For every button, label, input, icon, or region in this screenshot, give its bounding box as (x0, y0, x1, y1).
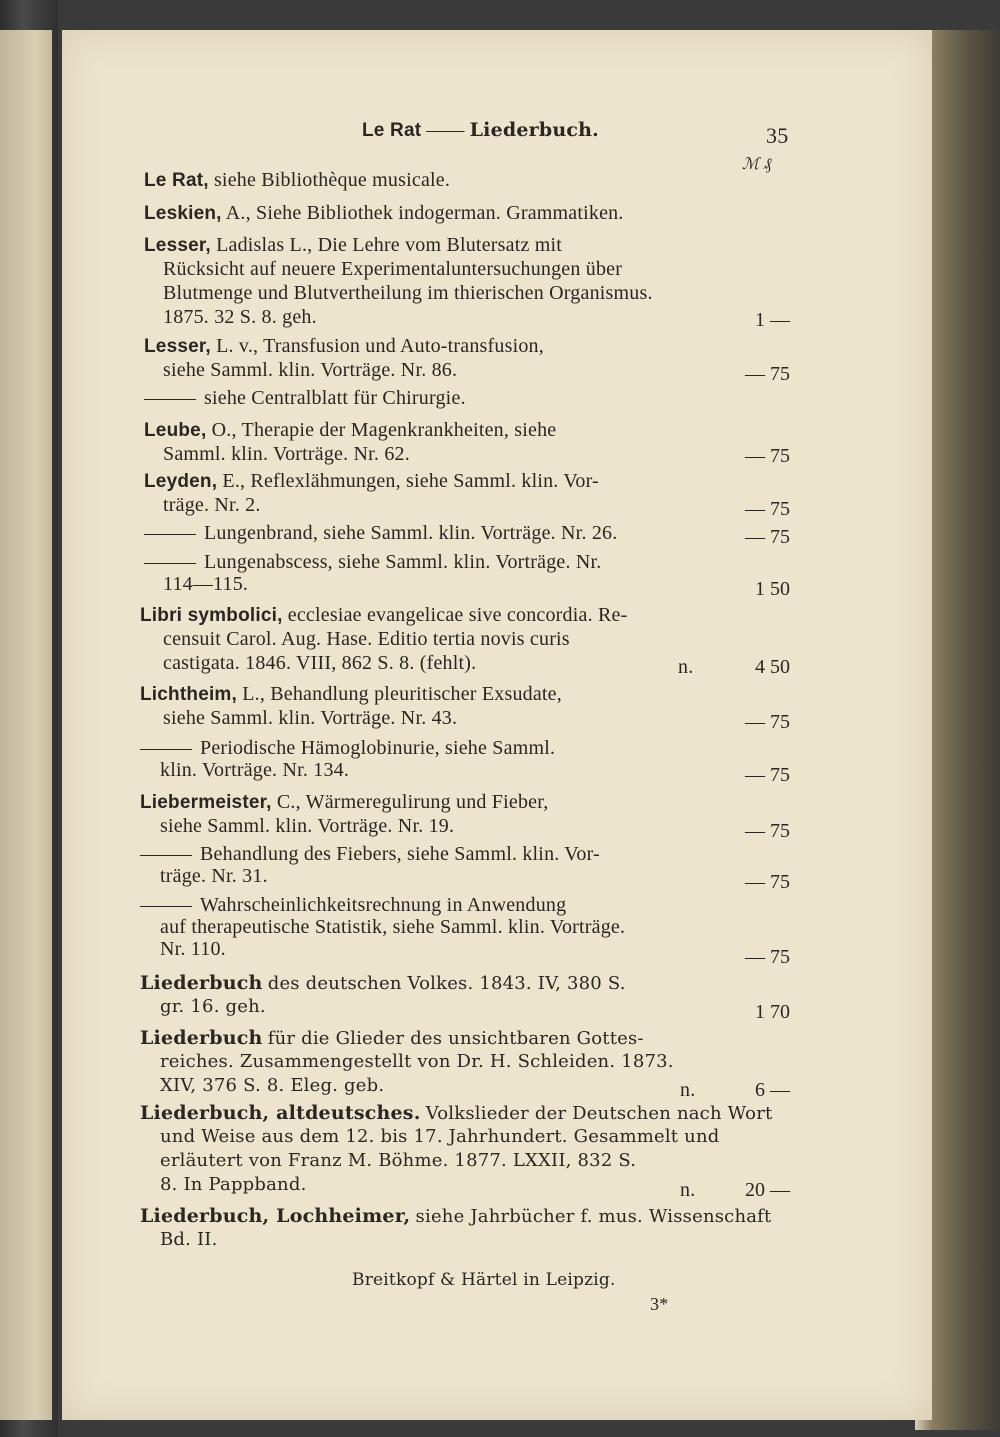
entry-name: Liederbuch, Lochheimer, (140, 1205, 411, 1227)
entry-price: — 75 (745, 764, 790, 786)
entry-name: Lichtheim, (140, 684, 238, 705)
ditto-dash (140, 749, 192, 750)
entry-text-cont: träge. Nr. 31. (160, 865, 268, 887)
entry-price: 1 50 (755, 578, 790, 600)
entry-text: Lungenbrand, siehe Samml. klin. Vorträge. Nr. 26. (204, 522, 618, 544)
entry-price: — 75 (745, 820, 790, 842)
entry-price: — 75 (745, 498, 790, 520)
header-right: Liederbuch. (469, 119, 599, 141)
entry-lesser-ladislas (144, 233, 562, 258)
entry-text-cont: Rücksicht auf neuere Experimentaluntersuchungen über (163, 258, 623, 280)
entry-behandlung-fiebers (140, 842, 600, 866)
entry-text-cont: Nr. 110. (160, 938, 226, 960)
entry-text: O., Therapie der Magenkrankheiten, siehe (211, 419, 557, 441)
entry-text-cont: 8. In Pappband. (160, 1174, 307, 1195)
header-dash: —— (426, 120, 465, 141)
entry-liederbuch-glieder (140, 1026, 644, 1051)
publisher-footer: Breitkopf & Härtel in Leipzig. (352, 1270, 616, 1290)
entry-price: — 75 (745, 445, 790, 467)
running-header (362, 118, 599, 143)
signature-mark: 3* (650, 1294, 669, 1314)
ditto-dash (140, 855, 192, 856)
page-number: 35 (766, 123, 789, 148)
entry-le-rat (144, 168, 450, 193)
entry-wahrscheinlichkeit (140, 893, 566, 917)
entry-text-cont: reiches. Zusammengestellt von Dr. H. Schleiden. 1873. (160, 1051, 674, 1072)
entry-text-cont: träge. Nr. 2. (163, 494, 261, 516)
entry-name: Libri symbolici, (140, 605, 283, 626)
entry-name: Liederbuch (140, 1027, 263, 1049)
entry-text-cont: siehe Samml. klin. Vorträge. Nr. 43. (163, 707, 458, 729)
entry-text-cont: censuit Carol. Aug. Hase. Editio tertia novis curis (163, 628, 570, 650)
entry-text-cont: Blutmenge und Blutvertheilung im thierischen Organismus. (163, 282, 653, 304)
entry-lungenabscess (144, 550, 602, 574)
entry-text: E., Reflexlähmungen, siehe Samml. klin. Vor- (222, 470, 599, 492)
entry-centralblatt (144, 386, 466, 410)
header-left: Le Rat (362, 120, 422, 141)
entry-name: Lesser, (144, 336, 211, 357)
entry-price: 4 50 (755, 656, 790, 678)
entry-text: C., Wärmeregulirung und Fieber, (276, 791, 549, 813)
entry-name: Liebermeister, (140, 792, 272, 813)
entry-price: 1 — (755, 309, 790, 331)
entry-text-cont: siehe Samml. klin. Vorträge. Nr. 19. (160, 815, 455, 837)
entry-name: Leube, (144, 420, 207, 441)
ditto-dash (144, 563, 196, 564)
entry-leyden (144, 469, 599, 494)
ditto-dash (144, 534, 196, 535)
entry-name: Lesser, (144, 235, 211, 256)
entry-text-cont: 114—115. (163, 573, 249, 595)
entry-name: Liederbuch, altdeutsches. (140, 1102, 421, 1124)
ditto-dash (144, 399, 196, 400)
entry-text-cont: erläutert von Franz M. Böhme. 1877. LXXII, 832 S. (160, 1150, 637, 1171)
entry-leube (144, 418, 556, 443)
entry-text-cont: und Weise aus dem 12. bis 17. Jahrhundert. Gesammelt und (160, 1126, 720, 1147)
entry-lichtheim (140, 682, 562, 707)
entry-text: Behandlung des Fiebers, siehe Samml. klin. Vor- (200, 843, 600, 865)
entry-text-cont: klin. Vorträge. Nr. 134. (160, 759, 350, 781)
entry-text-cont: Bd. II. (160, 1229, 218, 1250)
entry-text: für die Glieder des unsichtbaren Gottes- (267, 1028, 644, 1049)
entry-text: A., Siehe Bibliothek indogerman. Grammatiken. (225, 202, 624, 224)
entry-text: Wahrscheinlichkeitsrechnung in Anwendung (200, 894, 567, 916)
entry-name: Leyden, (144, 471, 218, 492)
entry-text: siehe Centralblatt für Chirurgie. (204, 387, 466, 409)
entry-text: L., Behandlung pleuritischer Exsudate, (242, 683, 562, 705)
entry-lesser-lv (144, 334, 544, 359)
entry-haemoglobinurie (140, 736, 555, 760)
entry-price: — 75 (745, 871, 790, 893)
price-prefix: n. (680, 1179, 696, 1201)
entry-price: 6 — (755, 1079, 790, 1101)
entry-text: Periodische Hämoglobinurie, siehe Samml. (200, 737, 556, 759)
entry-text: siehe Jahrbücher f. mus. Wissenschaft (415, 1206, 772, 1227)
entry-name: Le Rat, (144, 170, 209, 191)
entry-name: Leskien, (144, 203, 222, 224)
ditto-dash (140, 906, 192, 907)
entry-lungenbrand (144, 521, 617, 545)
entry-libri-symbolici (140, 603, 627, 628)
entry-text: Lungenabscess, siehe Samml. klin. Vorträge. Nr. (204, 551, 602, 573)
entry-text-cont: XIV, 376 S. 8. Eleg. geb. (160, 1075, 385, 1096)
entry-price: — 75 (745, 711, 790, 733)
entry-price: 1 70 (755, 1001, 790, 1023)
entry-text-cont: Samml. klin. Vorträge. Nr. 62. (163, 443, 410, 465)
entry-text: L. v., Transfusion und Auto-transfusion, (216, 335, 544, 357)
entry-text: siehe Bibliothèque musicale. (213, 169, 451, 191)
entry-text-cont: castigata. 1846. VIII, 862 S. 8. (fehlt). (163, 652, 477, 674)
entry-liederbuch-volkes (140, 971, 626, 996)
entry-text: Ladislas L., Die Lehre vom Blutersatz mit (216, 234, 562, 256)
entry-leskien (144, 201, 624, 226)
entry-name: Liederbuch (140, 972, 263, 994)
price-prefix: n. (680, 1079, 696, 1101)
entry-price: — 75 (745, 946, 790, 968)
entry-liederbuch-lochheimer (140, 1204, 771, 1229)
entry-text-cont: siehe Samml. klin. Vorträge. Nr. 86. (163, 359, 458, 381)
entry-price: — 75 (745, 526, 790, 548)
entry-text-cont: 1875. 32 S. 8. geh. (163, 306, 317, 328)
entry-text: Volkslieder der Deutschen nach Wort (425, 1103, 773, 1124)
price-prefix: n. (678, 656, 694, 678)
entry-price: — 75 (745, 363, 790, 385)
entry-text-cont: auf therapeutische Statistik, siehe Samml. klin. Vorträge. (160, 916, 626, 938)
entry-price: 20 — (745, 1179, 790, 1201)
entry-text: des deutschen Volkes. 1843. IV, 380 S. (267, 973, 626, 994)
entry-text: ecclesiae evangelicae sive concordia. Re- (287, 604, 628, 626)
currency-header: ℳ ₰ (742, 156, 772, 173)
entry-liederbuch-altdeutsches (140, 1101, 772, 1126)
entry-text-cont: gr. 16. geh. (160, 996, 266, 1017)
entry-liebermeister (140, 790, 549, 815)
